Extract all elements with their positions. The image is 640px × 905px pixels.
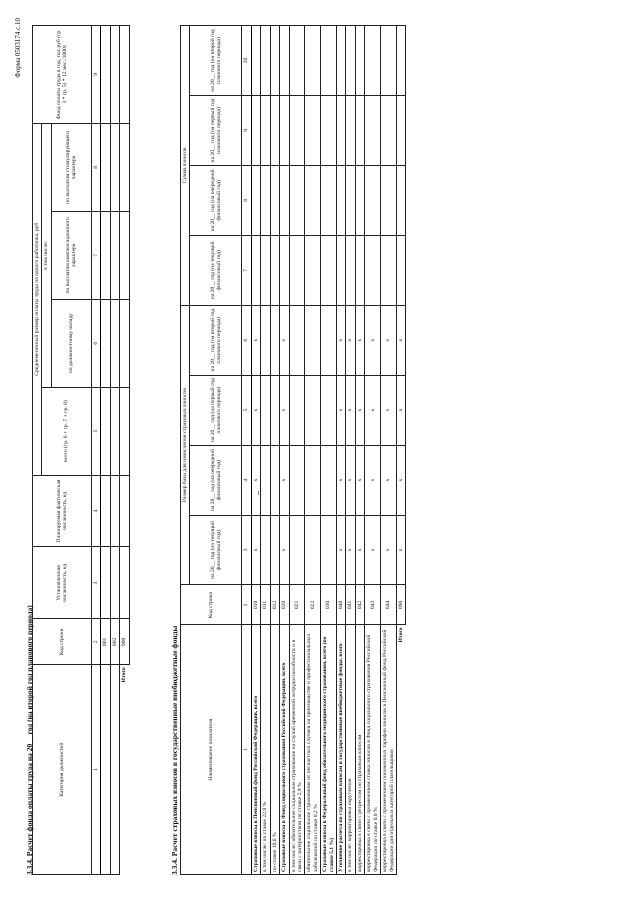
base-cell: x: [337, 305, 346, 375]
sum-cell: [397, 26, 406, 96]
hdr-established: Установленная численность, ед: [33, 547, 92, 619]
sum-cell: [305, 26, 321, 96]
row-code: 010: [251, 585, 260, 625]
sum-cell: [337, 96, 346, 166]
sum-cell: [305, 96, 321, 166]
colnum: 6: [91, 299, 100, 387]
base-cell: [289, 445, 305, 515]
sum-cell: [365, 165, 381, 235]
base-cell: [321, 445, 337, 515]
sum-cell: [355, 96, 364, 166]
hdr-period: на 20__ год (на второй год планового периода): [190, 26, 242, 96]
row-code: 040: [337, 585, 346, 625]
colnum: 1: [242, 625, 251, 875]
table-row: [270, 26, 279, 875]
base-cell: [289, 305, 305, 375]
hdr-stim: по выплатам стимулирующего характера: [51, 123, 91, 211]
hdr-in-that: в том числе:: [42, 123, 51, 387]
sum-cell: [261, 26, 270, 96]
row-code: 041: [346, 585, 355, 625]
row-code: 030: [321, 585, 337, 625]
row-code: 021: [289, 585, 305, 625]
base-cell: x: [381, 305, 397, 375]
row-name: Итого: [397, 625, 406, 875]
sum-cell: [280, 96, 289, 166]
sum-cell: [289, 235, 305, 305]
table-row: [397, 26, 406, 875]
sum-cell: [346, 235, 355, 305]
sum-cell: [289, 96, 305, 166]
hdr-period: на 20__ год (на первый год планового периода): [190, 375, 242, 445]
sum-cell: [397, 165, 406, 235]
hdr-category: Категория должностей: [33, 665, 92, 875]
base-cell: x: [397, 375, 406, 445]
sum-cell: [355, 235, 364, 305]
colnum: 3: [242, 515, 251, 585]
table-row: [101, 26, 110, 875]
colnum: 2: [242, 585, 251, 625]
sum-cell: [321, 165, 337, 235]
base-cell: [270, 515, 279, 585]
hdr-planned: Планируемая фактическая численность, ед: [33, 475, 92, 547]
sum-cell: [397, 96, 406, 166]
sum-cell: [381, 235, 397, 305]
hdr-fund: Фонд оплаты труда в год, тыс.руб (гр. 3 * гр. 5) * 12 мес./1000): [33, 26, 92, 124]
form-number: Форма 0503174 с.10: [14, 18, 22, 78]
table-row: [251, 26, 260, 875]
colnum: 8: [242, 165, 251, 235]
row-code: 090: [397, 585, 406, 625]
colnum: 9: [91, 26, 100, 124]
colnum: 6: [242, 305, 251, 375]
row-name: в том числе: обязательное социальное страхование на случай временной нетрудоспособности и в связи с материнством по ставке 2,9 %: [289, 625, 305, 875]
row-name: по ставке 10,0 %: [270, 625, 279, 875]
section1-title: 3.3.4. Расчет фонда оплаты труда на 20__ год (на второй год планового периода): [25, 605, 34, 875]
base-cell: x: [397, 445, 406, 515]
base-cell: x: [355, 305, 364, 375]
sum-cell: [251, 235, 260, 305]
row-name: в том числе: по ставке 22,0 %: [261, 625, 270, 875]
hdr-period: на 20__ год (на очередной финансовый год): [190, 165, 242, 235]
sum-cell: [346, 96, 355, 166]
sum-cell: [289, 26, 305, 96]
row-code: 002: [110, 619, 119, 665]
row-code: 043: [365, 585, 381, 625]
scan-mark: [258, 491, 259, 495]
sum-cell: [355, 165, 364, 235]
sum-cell: [321, 96, 337, 166]
sum-cell: [289, 165, 305, 235]
base-cell: x: [280, 305, 289, 375]
base-cell: [261, 445, 270, 515]
base-cell: [321, 305, 337, 375]
base-cell: [270, 375, 279, 445]
colnum: 10: [242, 26, 251, 96]
hdr-code: Код строки: [181, 585, 242, 625]
row-name: Страховые взносы в Пенсионный фонд Российской Федерации, всего: [251, 625, 260, 875]
sum-cell: [261, 96, 270, 166]
base-cell: [261, 515, 270, 585]
row-code: 012: [270, 585, 279, 625]
base-cell: x: [337, 445, 346, 515]
sum-cell: [365, 235, 381, 305]
base-cell: x: [346, 375, 355, 445]
base-cell: x: [365, 445, 381, 515]
sum-cell: [337, 165, 346, 235]
base-cell: x: [346, 515, 355, 585]
hdr-by-salary: по должностному окладу: [51, 299, 91, 387]
table-row: [280, 26, 289, 875]
base-cell: [289, 515, 305, 585]
sum-cell: [305, 235, 321, 305]
table-row: [346, 26, 355, 875]
colnum: 5: [91, 387, 100, 475]
sum-cell: [270, 165, 279, 235]
row-name: Страховые взносы в Федеральный фонд обязательного медицинского страхования, всего (по ставке 5,1 %): [321, 625, 337, 875]
sum-cell: [337, 235, 346, 305]
base-cell: x: [251, 515, 260, 585]
table-row: [261, 26, 270, 875]
base-cell: [289, 375, 305, 445]
sum-cell: [355, 26, 364, 96]
colnum: 9: [242, 96, 251, 166]
row-name: корректировка в связи с применением пониженных тарифов взносов в Пенсионный фонд Российской Федерации для отдельных категорий плательщиков: [381, 625, 397, 875]
sum-cell: [321, 26, 337, 96]
row-name: Страховые взносы в Фонд социального страхования Российской Федерации, всего: [280, 625, 289, 875]
sum-cell: [280, 235, 289, 305]
total-label: Итого: [120, 665, 129, 875]
insurance-table: [180, 25, 406, 875]
base-cell: x: [397, 515, 406, 585]
sum-cell: [346, 165, 355, 235]
table-row: [289, 26, 305, 875]
row-name: корректировка в связи с применением ставки взносов в Фонд социального страхования Российской Федерации по ставке 0,0 %: [365, 625, 381, 875]
colnum: 2: [91, 619, 100, 665]
hdr-period: на 20__ год (на очередной финансовый год): [190, 445, 242, 515]
row-code: 011: [261, 585, 270, 625]
sum-cell: [346, 26, 355, 96]
hdr-sum-group: Сумма взносов: [181, 26, 190, 306]
sum-cell: [381, 96, 397, 166]
base-cell: x: [337, 515, 346, 585]
row-code: 020: [280, 585, 289, 625]
colnum: 3: [91, 547, 100, 619]
base-cell: x: [337, 375, 346, 445]
base-cell: x: [280, 445, 289, 515]
row-code: 900: [120, 619, 129, 665]
table-row: [337, 26, 346, 875]
row-code: 001: [101, 619, 110, 665]
row-name: в том числе: корректировка округления: [346, 625, 355, 875]
sum-cell: [305, 165, 321, 235]
base-cell: x: [280, 515, 289, 585]
sum-cell: [280, 165, 289, 235]
sum-cell: [381, 26, 397, 96]
hdr-base-group: Размер базы для начисления страховых взносов: [181, 305, 190, 585]
row-name: корректировка в связи с регрессом по страховым взносам: [355, 625, 364, 875]
colnum: 7: [242, 235, 251, 305]
sum-cell: [251, 96, 260, 166]
sum-cell: [337, 26, 346, 96]
hdr-total: всего (гр. 6 + гр. 7 + гр. 8): [42, 387, 91, 475]
hdr-comp: по выплатам компенсационного характера: [51, 211, 91, 299]
hdr-period: на 20__ год (на текущий финансовый год): [190, 235, 242, 305]
colnum: 4: [91, 475, 100, 547]
base-cell: x: [355, 445, 364, 515]
sum-cell: [251, 26, 260, 96]
hdr-code: Код строки: [33, 619, 92, 665]
colnum: 1: [91, 665, 100, 875]
base-cell: x: [280, 375, 289, 445]
base-cell: x: [355, 375, 364, 445]
base-cell: x: [251, 305, 260, 375]
colnum: 5: [242, 375, 251, 445]
base-cell: [305, 305, 321, 375]
base-cell: x: [365, 305, 381, 375]
base-cell: x: [251, 375, 260, 445]
sum-cell: [270, 26, 279, 96]
base-cell: [270, 305, 279, 375]
base-cell: [261, 305, 270, 375]
base-cell: [305, 375, 321, 445]
colnum: 4: [242, 445, 251, 515]
table-row: [381, 26, 397, 875]
sum-cell: [261, 235, 270, 305]
base-cell: x: [381, 445, 397, 515]
base-cell: x: [346, 445, 355, 515]
base-cell: x: [251, 445, 260, 515]
base-cell: x: [397, 305, 406, 375]
base-cell: x: [355, 515, 364, 585]
base-cell: [261, 375, 270, 445]
table-row: [321, 26, 337, 875]
table-row: [305, 26, 321, 875]
sum-cell: [365, 26, 381, 96]
base-cell: [321, 375, 337, 445]
base-cell: x: [365, 375, 381, 445]
base-cell: x: [346, 305, 355, 375]
hdr-period: на 20__ год (на текущий финансовый год): [190, 515, 242, 585]
base-cell: [305, 445, 321, 515]
row-code: 044: [381, 585, 397, 625]
row-name: Уточнение расчета по страховым взносам в государственные внебюджетные фонды, всего: [337, 625, 346, 875]
colnum: 7: [91, 211, 100, 299]
table-row: [355, 26, 364, 875]
sum-cell: [270, 235, 279, 305]
base-cell: x: [365, 515, 381, 585]
table-row: [110, 26, 119, 875]
base-cell: x: [381, 375, 397, 445]
sum-cell: [321, 235, 337, 305]
row-code: 042: [355, 585, 364, 625]
base-cell: [270, 445, 279, 515]
row-code: 022: [305, 585, 321, 625]
colnum: 8: [91, 123, 100, 211]
base-cell: x: [381, 515, 397, 585]
sum-cell: [397, 235, 406, 305]
sum-cell: [251, 165, 260, 235]
hdr-period: на 20__ год (на первый год планового периода): [190, 96, 242, 166]
sum-cell: [280, 26, 289, 96]
payroll-table: [32, 25, 130, 875]
sum-cell: [365, 96, 381, 166]
sum-cell: [261, 165, 270, 235]
hdr-period: на 20__ год (на второй год планового периода): [190, 305, 242, 375]
sum-cell: [270, 96, 279, 166]
table-row: [120, 26, 129, 875]
sum-cell: [381, 165, 397, 235]
table-row: [365, 26, 381, 875]
hdr-name: Наименование показателя: [181, 625, 242, 875]
row-name: обязательное социальное страхование от несчастных случаев на производстве и профессиональных заболеваний по ставке 0,2 %: [305, 625, 321, 875]
section2-title: 3.3.4. Расчет страховых взносов в государственные внебюджетные фонды: [170, 625, 179, 875]
hdr-avg-group: Среднемесячный размер оплаты труда на одного работника, руб: [33, 123, 42, 475]
base-cell: [321, 515, 337, 585]
base-cell: [305, 515, 321, 585]
